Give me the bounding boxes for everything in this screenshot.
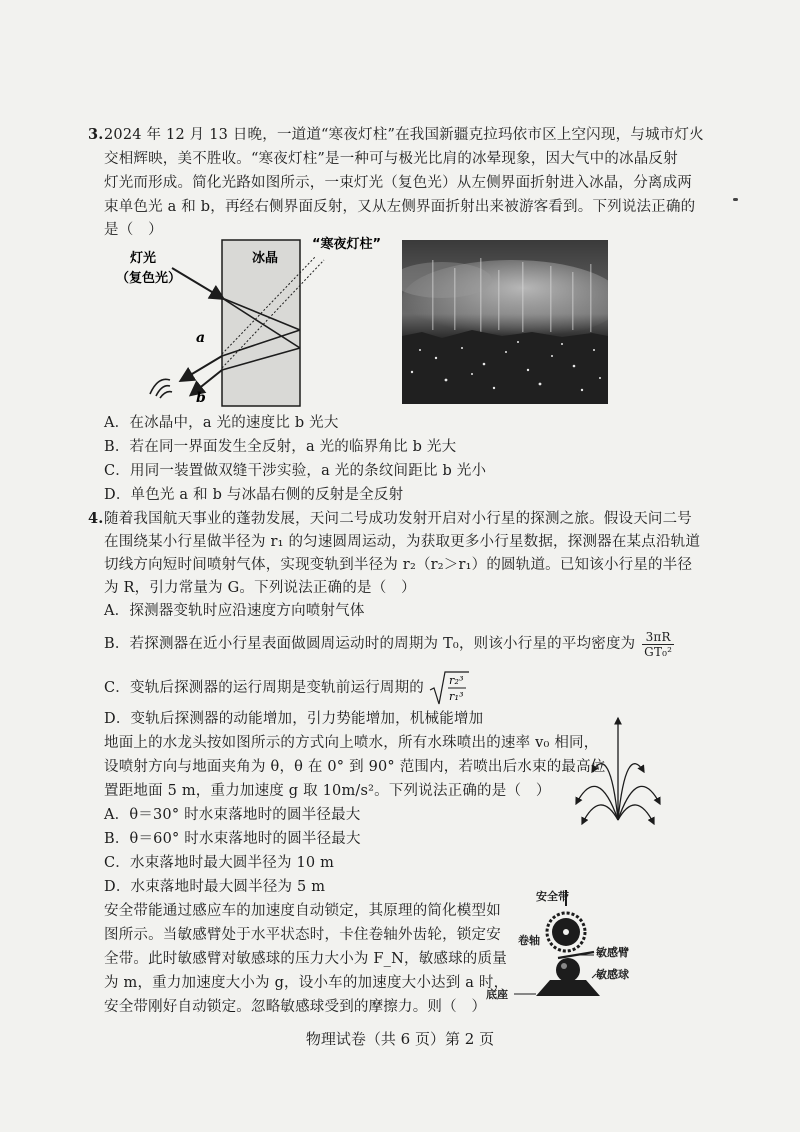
jet-right-1 — [618, 764, 644, 820]
q4-number: 4. — [88, 510, 104, 527]
q5-line-2: 设喷射方向与地面夹角为 θ，θ 在 0° 到 90° 范围内，若喷出后水束的最高位 — [104, 759, 606, 775]
svg-text:r₂³: r₂³ — [448, 674, 464, 687]
page-footer: 物理试卷（共 6 页）第 2 页 — [305, 1030, 495, 1048]
q4-option-b — [104, 628, 676, 660]
q3-option-a: A．在冰晶中，a 光的速度比 b 光大 — [104, 415, 339, 431]
q5-option-b: B．θ＝60° 时水束落地时的圆半径最大 — [104, 831, 361, 847]
fountain-diagram — [566, 712, 670, 828]
q3-option-b: B．若在同一界面发生全反射，a 光的临界角比 b 光大 — [104, 439, 457, 455]
crystal-label: 冰晶 — [252, 251, 279, 266]
q4-option-d: D．变轨后探测器的动能增加，引力势能增加，机械能增加 — [104, 711, 484, 727]
q3-line-3: 灯光而形成。简化光路如图所示，一束灯光（复色光）从左侧界面折射进入冰晶，分离成两 — [104, 175, 692, 191]
stray-mark — [733, 198, 738, 201]
density-fraction — [642, 630, 674, 659]
belt-label: 安全带 — [536, 890, 569, 903]
q4-option-c — [104, 670, 469, 706]
q6-line-5: 安全带刚好自动锁定。忽略敏感球受到的摩擦力。则（ ） — [104, 999, 487, 1015]
density-numerator: 3πR — [642, 630, 674, 645]
density-denominator: GT₀² — [644, 644, 673, 659]
ball-label: 敏感球 — [596, 968, 629, 981]
q6-line-3: 全带。此时敏感臂对敏感球的压力大小为 F_N，敏感球的质量 — [104, 951, 507, 967]
sqrt-symbol-icon — [429, 670, 469, 706]
sqrt-expression — [429, 670, 469, 706]
compound-light-label: （复色光） — [116, 271, 182, 286]
svg-text:r₁³: r₁³ — [448, 690, 464, 703]
q4-option-b-text: B．若探测器在近小行星表面做圆周运动时的周期为 T₀，则该小行星的平均密度为 — [104, 636, 636, 652]
jet-left-1 — [592, 764, 618, 820]
q3-option-d: D．单色光 a 和 b 与冰晶右侧的反射是全反射 — [104, 487, 404, 503]
q5-option-d: D．水束落地时最大圆半径为 5 m — [104, 879, 326, 895]
ice-crystal-diagram — [112, 230, 402, 408]
q6-line-2: 图所示。当敏感臂处于水平状态时，卡住卷轴外齿轮，锁定安 — [104, 927, 501, 943]
seatbelt-diagram — [476, 886, 646, 1008]
ray-b-label: b — [196, 390, 206, 406]
pillar-label: “寒夜灯柱” — [312, 237, 382, 252]
q3-line-5: 是（ ） — [104, 222, 163, 238]
q5-line-1: 地面上的水龙头按如图所示的方式向上喷水，所有水珠喷出的速率 v₀ 相同， — [104, 735, 599, 751]
arm-label: 敏感臂 — [596, 946, 629, 959]
q3-option-c: C．用同一装置做双缝干涉实验，a 光的条纹间距比 b 光小 — [104, 463, 487, 479]
base-label: 底座 — [486, 988, 508, 1001]
ray-a-exit — [182, 356, 222, 380]
q3-line-4: 束单色光 a 和 b，再经右侧界面反射，又从左侧界面折射出来被游客看到。下列说法正确的 — [104, 199, 696, 215]
q5-option-a: A．θ＝30° 时水束落地时的圆半径最大 — [104, 807, 361, 823]
q6-line-4: 为 m，重力加速度大小为 g，设小车的加速度大小达到 a 时， — [104, 975, 509, 991]
reel-label: 卷轴 — [518, 934, 540, 947]
jet-left-2 — [576, 786, 618, 820]
q4-line-3: 切线方向短时间喷射气体，实现变轨到半径为 r₂（r₂＞r₁）的圆轨道。已知该小行星的半径 — [104, 557, 693, 573]
q5-option-c: C．水束落地时最大圆半径为 10 m — [104, 855, 335, 871]
q4-option-a: A．探测器变轨时应沿速度方向喷射气体 — [104, 603, 365, 619]
q4-option-c-text: C．变轨后探测器的运行周期是变轨前运行周期的 — [104, 680, 424, 696]
sensing-ball — [556, 958, 580, 982]
q4-line-4: 为 R，引力常量为 G。下列说法正确的是（ ） — [104, 580, 416, 596]
night-city-photo — [402, 240, 608, 404]
eye-icon — [150, 379, 172, 398]
jet-right-2 — [618, 786, 660, 820]
q3-line-1: 2024 年 12 月 13 日晚，一道道“寒夜灯柱”在我国新疆克拉玛依市区上空闪现，与城市灯火 — [104, 127, 704, 143]
ray-a-label: a — [196, 330, 206, 346]
q6-line-1: 安全带能通过感应车的加速度自动锁定，其原理的简化模型如 — [104, 903, 501, 919]
q3-number: 3. — [88, 126, 104, 143]
q4-line-2: 在围绕某小行星做半径为 r₁ 的匀速圆周运动，为获取更多小行星数据，探测器在某点沿轨道 — [104, 534, 701, 550]
q3-line-2: 交相辉映，美不胜收。“寒夜灯柱”是一种可与极光比肩的冰晕现象，因大气中的冰晶反射 — [104, 151, 678, 167]
light-label: 灯光 — [130, 251, 157, 266]
q4-line-1: 随着我国航天事业的蓬勃发展，天问二号成功发射开启对小行星的探测之旅。假设天问二号 — [104, 511, 692, 527]
q5-line-3: 置距地面 5 m，重力加速度 g 取 10m/s²。下列说法正确的是（ ） — [104, 783, 551, 799]
seat-base — [536, 980, 600, 996]
